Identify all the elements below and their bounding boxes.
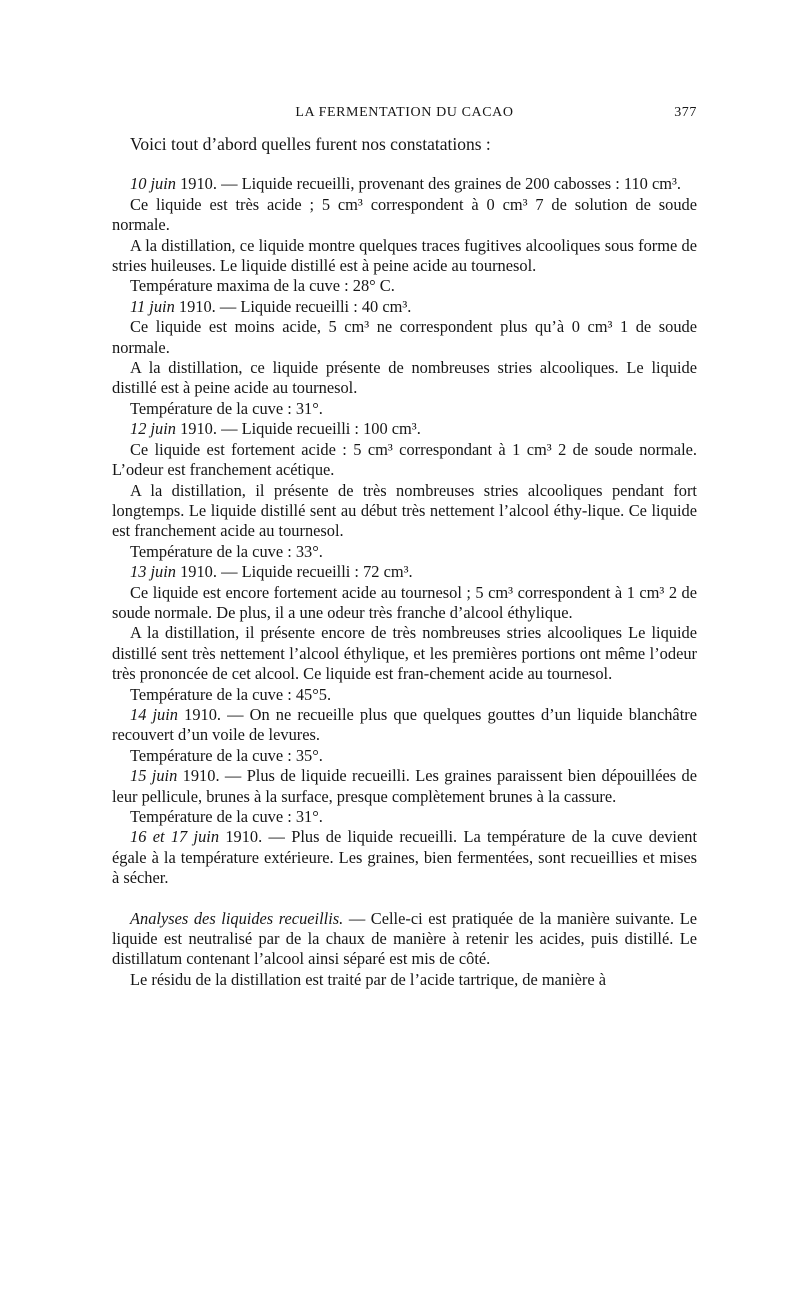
log-paragraph: A la distillation, il présente encore de très nombreuses stries alcooliques Le liquide distillé sent très nettement l’alcool éthylique, et les premières portions ont même l’odeur très prononcée de cet alcool. Ce liquide est fran-chement acide au tournesol.	[112, 623, 697, 684]
entry-date: 15 juin	[130, 766, 178, 786]
log-paragraph: Ce liquide est encore fortement acide au tournesol ; 5 cm³ correspondent à 1 cm³ 2 de soude normale. De plus, il a une odeur très franche d’alcool éthylique.	[112, 582, 697, 622]
running-title: LA FERMENTATION DU CACAO	[295, 105, 514, 120]
log-paragraph: A la distillation, ce liquide montre quelques traces fugitives alcooliques sous forme de stries huileuses. Le liquide distillé est à peine acide au tournesol.	[112, 235, 697, 276]
log-entry-11-juin	[112, 297, 697, 317]
entry-text: 1910. — Liquide recueilli : 100 cm³.	[176, 419, 421, 439]
body-text	[112, 134, 697, 990]
log-paragraph: Ce liquide est fortement acide : 5 cm³ correspondant à 1 cm³ 2 de soude normale. L’odeur est franchement acétique.	[112, 439, 697, 480]
entry-date: 13 juin	[130, 562, 176, 582]
entry-date: 14 juin	[130, 704, 179, 724]
log-entry-12-juin	[112, 419, 697, 439]
analyses-paragraph	[112, 909, 697, 970]
running-header	[112, 105, 697, 127]
log-paragraph: Température de la cuve : 35°.	[130, 745, 323, 765]
entry-date: 16 et 17 juin	[130, 827, 220, 847]
log-paragraph: Température de la cuve : 33°.	[130, 541, 323, 561]
log-entry-14-juin	[112, 705, 697, 746]
closing-paragraph: Le résidu de la distillation est traité par de l’acide tartrique, de manière à	[130, 969, 607, 989]
log-paragraph: Température de la cuve : 31°.	[130, 398, 323, 418]
log-entry-16-17-juin	[112, 827, 697, 888]
entry-text: 1910. — Plus de liquide recueilli. Les graines paraissent bien dépouillées de leur pellicule, brunes à la surface, presque complètement brunes à la cassure.	[112, 766, 697, 806]
log-paragraph: A la distillation, ce liquide présente de nombreuses stries alcooliques. Le liquide distillé est à peine acide au tournesol.	[112, 358, 697, 398]
analyses-text: — Celle-ci est pratiquée de la manière suivante. Le liquide est neutralisé par de la chaux de manière à retenir les acides, puis distillé. Le distillatum contenant l’alcool ainsi séparé est mis de côté.	[112, 908, 697, 969]
entry-date: 10 juin	[130, 174, 176, 194]
log-paragraph: Ce liquide est moins acide, 5 cm³ ne correspondent plus qu’à 0 cm³ 1 de soude normale.	[112, 317, 697, 357]
entry-text: 1910. — On ne recueille plus que quelques gouttes d’un liquide blanchâtre recouvert d’un voile de levures.	[112, 704, 697, 745]
log-paragraph: Ce liquide est très acide ; 5 cm³ correspondent à 0 cm³ 7 de solution de soude normale.	[112, 194, 697, 235]
log-entry-13-juin	[112, 562, 697, 582]
page-number: 377	[674, 105, 697, 120]
section-heading: Analyses des liquides recueillis.	[130, 908, 344, 928]
entry-text: 1910. — Liquide recueilli : 72 cm³.	[176, 562, 413, 582]
entry-text: 1910. — Liquide recueilli : 40 cm³.	[174, 296, 412, 316]
log-entry-10-juin	[112, 174, 697, 194]
entry-date: 11 juin	[130, 296, 175, 316]
intro-paragraph: Voici tout d’abord quelles furent nos constatations :	[130, 134, 491, 154]
log-paragraph: A la distillation, il présente de très nombreuses stries alcooliques pendant fort longtemps. Le liquide distillé sent au début très nettement l’alcool éthy-lique. Ce liquide est franchement acide au tournesol.	[112, 480, 697, 541]
log-entry-15-juin	[112, 766, 697, 807]
entry-text: 1910. — Plus de liquide recueilli. La température de la cuve devient égale à la température extérieure. Les graines, bien fermentées, sont recueillies et mises à sécher.	[112, 827, 697, 888]
entry-date: 12 juin	[130, 419, 176, 439]
log-paragraph: Température maxima de la cuve : 28° C.	[130, 276, 395, 296]
log-paragraph: Température de la cuve : 31°.	[130, 807, 323, 826]
log-paragraph: Température de la cuve : 45°5.	[130, 684, 332, 704]
entry-text: 1910. — Liquide recueilli, provenant des graines de 200 cabosses : 110 cm³.	[176, 174, 682, 194]
